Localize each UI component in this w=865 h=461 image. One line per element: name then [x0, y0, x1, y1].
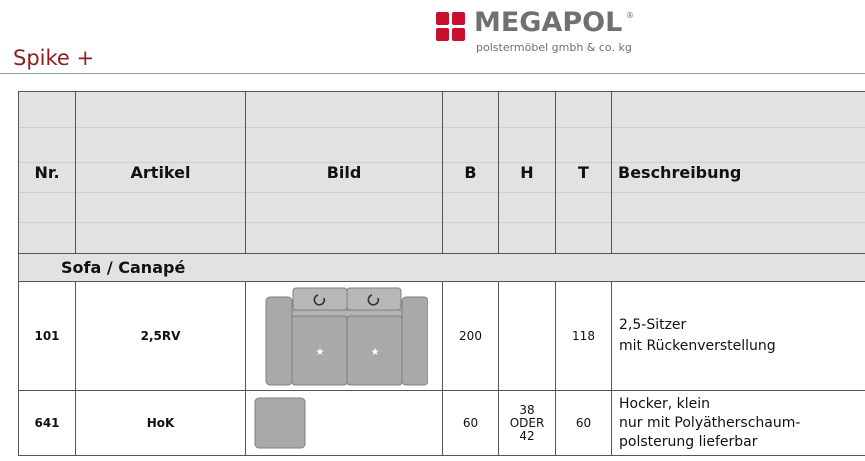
header-beschreibung: Beschreibung — [612, 92, 865, 254]
row-beschreibung — [612, 282, 865, 391]
row-artikel: HoK — [76, 391, 246, 456]
row-h — [499, 282, 556, 391]
desc-line-2: mit Rückenverstellung — [619, 338, 776, 354]
logo-subtitle: polstermöbel gmbh & co. kg — [476, 41, 632, 54]
row-b: 60 — [443, 391, 499, 456]
product-table — [18, 91, 865, 456]
stool-small-icon — [254, 397, 306, 449]
logo-registered-mark: ® — [626, 11, 634, 20]
table-header-row — [19, 92, 865, 254]
table-row — [19, 282, 865, 391]
header-h: H — [499, 92, 556, 254]
svg-text:★: ★ — [315, 347, 325, 358]
document-title: Spike + — [13, 46, 95, 70]
row-artikel: 2,5RV — [76, 282, 246, 391]
desc-line-3: polsterung lieferbar — [619, 433, 758, 450]
logo-name: MEGAPOL — [474, 7, 623, 38]
row-image — [246, 282, 443, 391]
header-bild: Bild — [246, 92, 443, 254]
h-value-1: 38 — [519, 402, 535, 417]
header-t: T — [556, 92, 612, 254]
header-nr: Nr. — [19, 92, 76, 254]
desc-line-1: 2,5-Sitzer — [619, 317, 687, 333]
h-value-or: ODER — [509, 415, 545, 430]
section-row — [19, 254, 865, 282]
row-nr: 101 — [19, 282, 76, 391]
table-row — [19, 391, 865, 456]
h-value-2: 42 — [519, 428, 535, 443]
company-logo — [436, 7, 656, 58]
row-t: 60 — [556, 391, 612, 456]
sofa-2-5-seater-icon — [260, 286, 428, 386]
header-b: B — [443, 92, 499, 254]
logo-squares-icon — [436, 12, 466, 42]
header-artikel: Artikel — [76, 92, 246, 254]
desc-line-1: Hocker, klein — [619, 395, 711, 412]
row-beschreibung — [612, 391, 865, 456]
row-t: 118 — [556, 282, 612, 391]
desc-line-2: nur mit Polyätherschaum- — [619, 414, 801, 431]
title-divider — [0, 73, 865, 74]
section-title: Sofa / Canapé — [19, 254, 865, 282]
row-h — [499, 391, 556, 456]
row-image — [246, 391, 443, 456]
row-nr: 641 — [19, 391, 76, 456]
svg-text:★: ★ — [370, 347, 380, 358]
row-b: 200 — [443, 282, 499, 391]
